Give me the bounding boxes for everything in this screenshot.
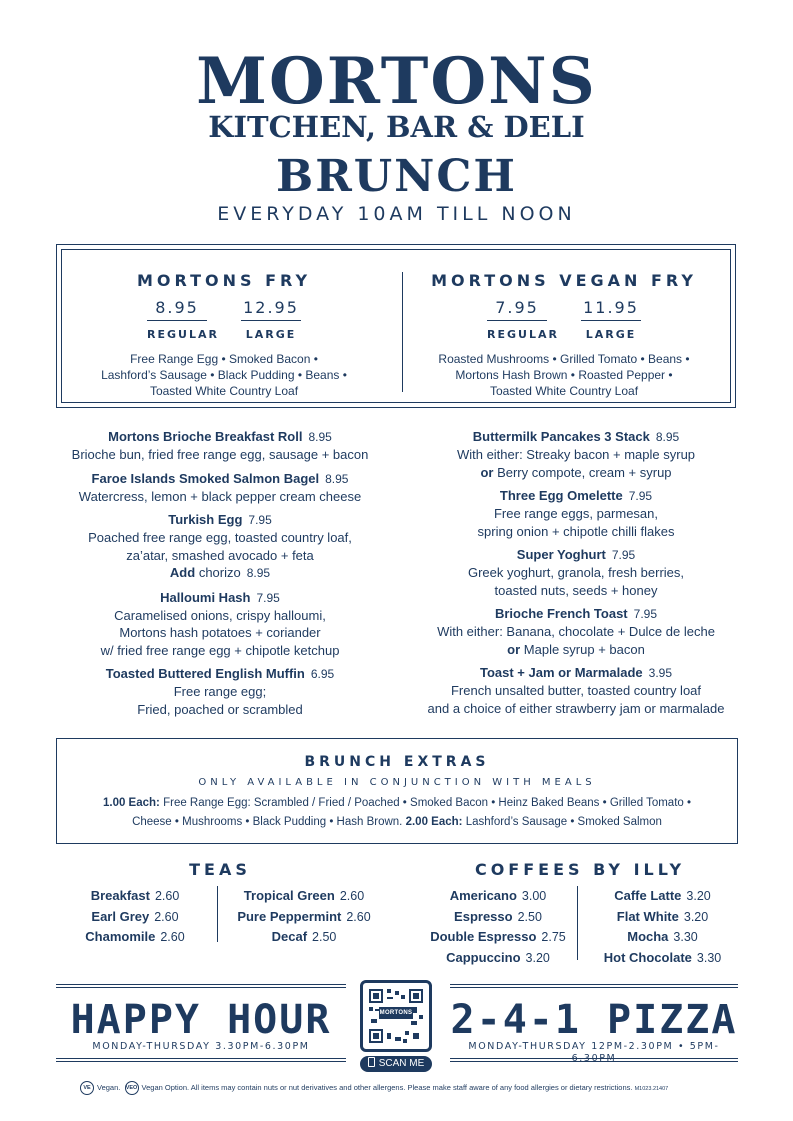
vegan-fry-desc-line: Roasted Mushrooms • Grilled Tomato • Beans • <box>438 352 690 366</box>
teas-left <box>60 886 210 948</box>
drink-row: Mocha 3.30 <box>627 929 698 944</box>
qr-logo: MORTONS <box>379 1007 413 1019</box>
brand-title: MORTONS <box>196 44 597 119</box>
coffees-title: COFFEES BY ILLY <box>474 860 686 879</box>
drink-row: Pure Peppermint 2.60 <box>237 908 371 924</box>
vegan-fry-section <box>404 270 724 399</box>
happy-hour-times: MONDAY-THURSDAY 3.30PM-6.30PM <box>92 1041 310 1052</box>
item-desc: Caramelised onions, crispy halloumi, <box>114 607 326 623</box>
item-price: 7.95 <box>633 607 658 621</box>
item-name: Halloumi Hash <box>160 589 251 605</box>
fry-divider <box>402 272 403 392</box>
item-name: Mortons Brioche Breakfast Roll <box>108 429 303 444</box>
drink-row: Decaf 2.50 <box>271 929 337 944</box>
mortons-fry-desc-line: Toasted White Country Loaf <box>149 384 299 398</box>
menu-item <box>406 605 746 658</box>
promo-rule-bottom-right <box>450 1058 738 1062</box>
extras-text <box>57 794 737 832</box>
teas-right <box>225 886 383 948</box>
mortons-fry-regular-label: REGULAR <box>147 328 219 341</box>
item-or-label: or <box>507 641 521 657</box>
menu-item <box>406 428 746 481</box>
footer-code: M1023.21407 <box>634 1086 669 1092</box>
scan-me-button[interactable] <box>360 1056 432 1072</box>
item-desc: Mortons hash potatoes + coriander <box>119 625 321 640</box>
pizza-title: 2-4-1 PIZZA <box>450 997 738 1043</box>
scan-me-label: SCAN ME <box>378 1058 425 1069</box>
item-desc: Fried, poached or scrambled <box>137 701 303 717</box>
vegan-fry-regular-label: REGULAR <box>487 328 559 341</box>
item-name: Faroe Islands Smoked Salmon Bagel <box>91 470 320 486</box>
item-add-text: chorizo <box>198 565 241 580</box>
extras-each1-text: Free Range Egg: Scrambled / Fried / Poached • Smoked Bacon • Heinz Baked Beans • Grilled Tomato • <box>163 797 692 809</box>
item-desc: toasted nuts, seeds + honey <box>494 582 658 598</box>
extras-each1-label: 1.00 Each: <box>102 797 160 809</box>
promo-rule-top-right <box>450 984 738 988</box>
drink-row: Breakfast 2.60 <box>90 888 180 903</box>
vegan-label: Vegan. <box>97 1083 121 1092</box>
menu-item <box>50 428 390 464</box>
menu-item <box>50 665 390 718</box>
item-price: 8.95 <box>655 430 680 444</box>
drink-row: Chamomile 2.60 <box>85 929 185 944</box>
item-desc: Brioche bun, fried free range egg, sausage + bacon <box>71 447 369 462</box>
mortons-fry-title: MORTONS FRY <box>136 271 312 290</box>
item-desc: za’atar, smashed avocado + feta <box>126 547 314 563</box>
vegan-option-icon: VEO <box>125 1081 139 1095</box>
vegan-fry-large-price: 11.95 <box>581 298 641 321</box>
vegan-fry-regular-price: 7.95 <box>487 298 547 321</box>
item-name: Toasted Buttered English Muffin <box>105 666 305 681</box>
item-add-label: Add <box>169 565 196 580</box>
drink-row: Cappuccino 3.20 <box>446 949 550 965</box>
drink-row: Espresso 2.50 <box>454 908 542 924</box>
extras-each1-text2: Cheese • Mushrooms • Black Pudding • Hash Brown. <box>132 816 403 828</box>
promo-rule-top-left <box>56 984 346 988</box>
mortons-fry-section <box>64 270 384 399</box>
extras-each2-label: 2.00 Each: <box>405 816 463 828</box>
mortons-fry-desc-line: Lashford’s Sausage • Black Pudding • Beans • <box>101 368 347 382</box>
item-desc: Free range eggs, parmesan, <box>493 506 659 521</box>
menu-items-left <box>50 428 390 724</box>
mortons-fry-desc-line: Free Range Egg • Smoked Bacon • <box>130 352 318 366</box>
extras-subtitle: ONLY AVAILABLE IN CONJUNCTION WITH MEALS <box>198 777 596 788</box>
drink-row: Double Espresso 2.75 <box>430 929 566 944</box>
mortons-fry-large-label: LARGE <box>245 328 297 341</box>
happy-hour-title: HAPPY HOUR <box>70 997 332 1043</box>
item-desc: spring onion + chipotle chilli flakes <box>477 523 675 539</box>
item-name: Toast + Jam or Marmalade <box>479 665 643 680</box>
item-name: Buttermilk Pancakes 3 Stack <box>472 429 650 444</box>
item-name: Turkish Egg <box>168 512 243 527</box>
drink-row: Caffe Latte 3.20 <box>614 888 711 903</box>
allergen-note: Vegan Option. All items may contain nuts or nut derivatives and other allergens. Please make staff aware of any food allergies or dietary restrictions. <box>141 1083 633 1092</box>
menu-item <box>50 589 390 660</box>
menu-item <box>406 546 746 599</box>
fry-box-inner-border <box>61 249 731 403</box>
brunch-extras-box <box>56 738 738 844</box>
item-desc: With either: Banana, chocolate + Dulce de leche <box>437 624 715 639</box>
item-desc: Greek yoghurt, granola, fresh berries, <box>467 565 685 580</box>
mortons-fry-regular-price: 8.95 <box>147 298 207 321</box>
coffees-divider <box>577 886 578 960</box>
menu-title: BRUNCH <box>276 151 517 202</box>
fry-box <box>56 244 736 408</box>
vegan-fry-large-label: LARGE <box>585 328 637 341</box>
extras-each2-text: Lashford’s Sausage • Smoked Salmon <box>465 816 662 828</box>
item-desc: Free range egg; <box>173 684 267 699</box>
teas-divider <box>217 886 218 942</box>
item-or-text: Berry compote, cream + syrup <box>497 464 672 480</box>
menu-item <box>406 664 746 717</box>
item-name: Brioche French Toast <box>494 606 628 621</box>
vegan-icon: VE <box>80 1081 94 1095</box>
item-desc: French unsalted butter, toasted country loaf <box>450 683 702 698</box>
promo-rule-bottom-left <box>56 1058 346 1062</box>
item-price: 7.95 <box>248 513 272 527</box>
item-price: 8.95 <box>308 430 332 444</box>
item-price: 7.95 <box>611 548 636 562</box>
brand-subtitle: KITCHEN, BAR & DELI <box>208 110 585 144</box>
drink-row: Flat White 3.20 <box>616 908 709 924</box>
item-desc: With either: Streaky bacon + maple syrup <box>456 447 696 462</box>
menu-items-right <box>406 428 746 723</box>
teas-title: TEAS <box>189 860 251 879</box>
drink-row: Hot Chocolate 3.30 <box>603 949 722 965</box>
item-name: Three Egg Omelette <box>499 488 623 503</box>
coffees-left <box>418 886 578 968</box>
item-price: 7.95 <box>256 590 280 605</box>
item-or-text: Maple syrup + bacon <box>523 641 645 657</box>
menu-item <box>406 487 746 540</box>
item-desc: Poached free range egg, toasted country loaf, <box>88 530 352 545</box>
coffees-right <box>585 886 740 968</box>
pizza-times: MONDAY-THURSDAY 12PM-2.30PM • 5PM-6.30PM <box>468 1041 720 1064</box>
menu-item <box>50 470 390 506</box>
qr-code[interactable] <box>360 980 432 1052</box>
item-price: 6.95 <box>310 667 335 681</box>
vegan-fry-desc-line: Toasted White Country Loaf <box>489 384 639 398</box>
item-name: Super Yoghurt <box>516 547 606 562</box>
menu-item <box>50 511 390 583</box>
item-desc: Watercress, lemon + black pepper cream cheese <box>78 488 362 504</box>
item-price: 8.95 <box>325 471 349 486</box>
item-add-price: 8.95 <box>246 566 271 580</box>
mortons-fry-large-price: 12.95 <box>241 298 301 321</box>
item-desc: w/ fried free range egg + chipotle ketchup <box>100 642 340 658</box>
item-or-label: or <box>480 464 494 480</box>
drink-row: Americano 3.00 <box>449 888 547 903</box>
phone-icon <box>368 1057 375 1067</box>
footer-note <box>80 1080 740 1097</box>
menu-hours: EVERYDAY 10AM TILL NOON <box>217 203 576 225</box>
item-price: 3.95 <box>648 666 673 680</box>
vegan-fry-title: MORTONS VEGAN FRY <box>431 271 697 290</box>
extras-title: BRUNCH EXTRAS <box>304 754 490 770</box>
drink-row: Tropical Green 2.60 <box>243 888 365 903</box>
item-price: 7.95 <box>628 489 653 503</box>
item-desc: and a choice of either strawberry jam or marmalade <box>427 700 725 716</box>
drink-row: Earl Grey 2.60 <box>91 908 179 924</box>
vegan-fry-desc-line: Mortons Hash Brown • Roasted Pepper • <box>455 368 673 382</box>
